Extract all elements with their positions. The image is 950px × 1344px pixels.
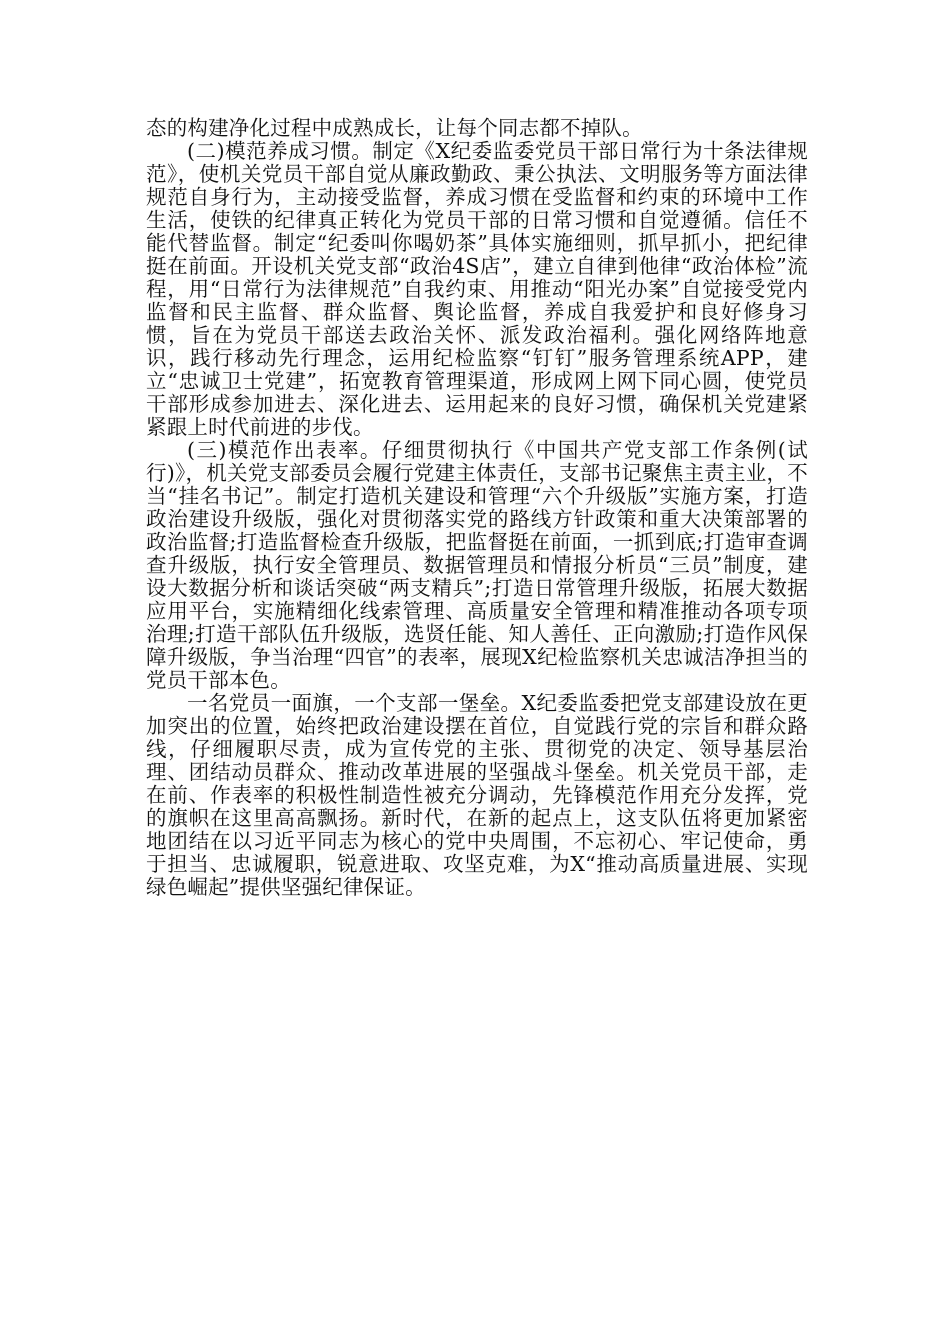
paragraph-conclusion: 一名党员一面旗，一个支部一堡垒。X纪委监委把党支部建设放在更加突出的位置，始终把政治建设摆在首位，自觉践行党的宗旨和群众路线，仔细履职尽责，成为宣传党的主张、贯彻党的决定、领导基层治理、团结动员群众、推动改革进展的坚强战斗堡垒。机关党员干部，走在前、作表率的积极性制造性被充分调动，先锋模范作用充分发挥，党的旗帜在这里高高飘扬。新时代，在新的起点上，这支队伍将更加紧密地团结在以习近平同志为核心的党中央周围，不忘初心、牢记使命，勇于担当、忠诚履职，锐意进取、攻坚克难，为X“推动高质量进展、实现绿色崛起”提供坚强纪律保证。	[146, 691, 808, 899]
document-body	[146, 117, 808, 899]
paragraph-model-habits: (二)模范养成习惯。制定《X纪委监委党员干部日常行为十条法律规范》，使机关党员干部自觉从廉政勤政、秉公执法、文明服务等方面法律规范自身行为，主动接受监督，养成习惯在受监督和约束的环境中工作生活，使铁的纪律真正转化为党员干部的日常习惯和自觉遵循。信任不能代替监督。制定“纪委叫你喝奶茶”具体实施细则，抓早抓小，把纪律挺在前面。开设机关党支部“政治4S店”，建立自律到他律“政治体检”流程，用“日常行为法律规范”自我约束、用推动“阳光办案”自觉接受党内监督和民主监督、群众监督、舆论监督，养成自我爱护和良好修身习惯，旨在为党员干部送去政治关怀、派发政治福利。强化网络阵地意识，践行移动先行理念，运用纪检监察“钉钉”服务管理系统APP，建立“忠诚卫士党建”，拓宽教育管理渠道，形成网上网下同心圆，使党员干部形成参加进去、深化进去、运用起来的良好习惯，确保机关党建紧紧跟上时代前进的步伐。	[146, 139, 808, 439]
paragraph-continuation: 态的构建净化过程中成熟成长，让每个同志都不掉队。	[146, 116, 643, 140]
paragraph-model-example: (三)模范作出表率。仔细贯彻执行《中国共产党支部工作条例(试行)》，机关党支部委员会履行党建主体责任，支部书记聚焦主责主业，不当“挂名书记”。制定打造机关建设和管理“六个升级版”实施方案，打造政治建设升级版，强化对贯彻落实党的路线方针政策和重大决策部署的政治监督;打造监督检查升级版，把监督挺在前面，一抓到底;打造审查调查升级版，执行安全管理员、数据管理员和情报分析员“三员”制度，建设大数据分析和谈话突破“两支精兵”;打造日常管理升级版，拓展大数据应用平台，实施精细化线索管理、高质量安全管理和精准推动各项专项治理;打造干部队伍升级版，选贤任能、知人善任、正向激励;打造作风保障升级版，争当治理“四官”的表率，展现X纪检监察机关忠诚洁净担当的党员干部本色。	[146, 438, 808, 692]
